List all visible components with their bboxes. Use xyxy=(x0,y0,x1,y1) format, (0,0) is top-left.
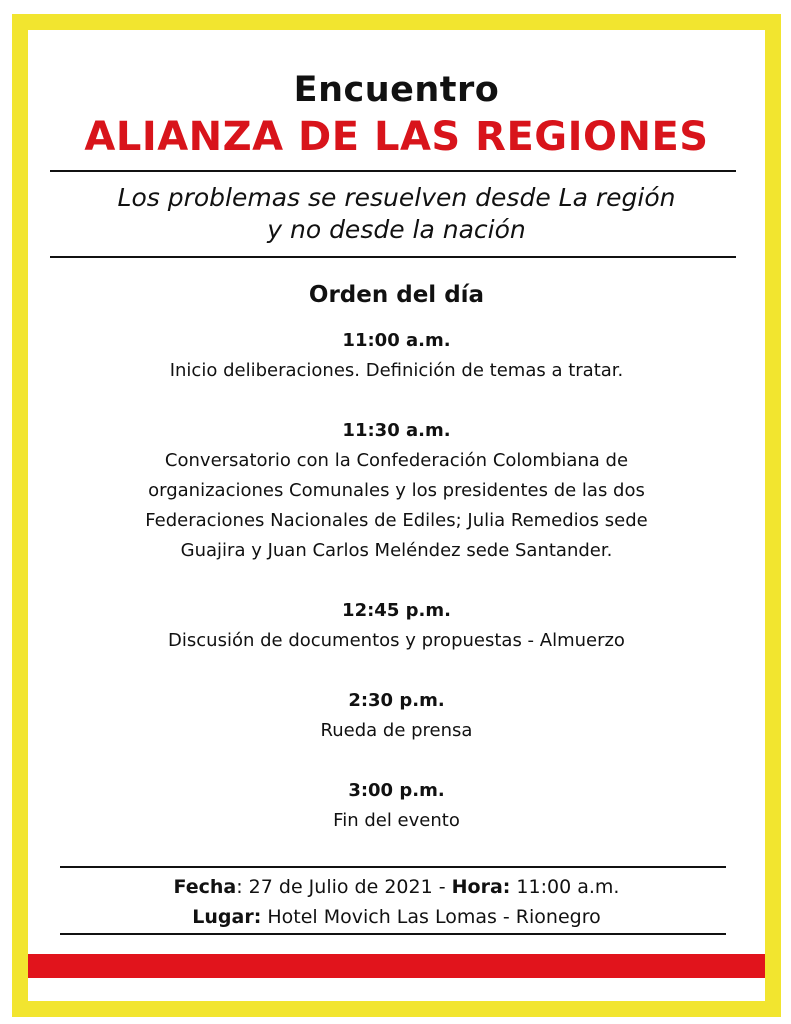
agenda-time: 3:00 p.m. xyxy=(348,780,445,801)
agenda-description xyxy=(38,806,755,836)
agenda-item xyxy=(38,596,755,656)
poster-content xyxy=(28,30,765,1001)
agenda-line: Rueda de prensa xyxy=(320,720,473,741)
agenda-line: Guajira y Juan Carlos Meléndez sede Santander. xyxy=(180,540,613,561)
agenda-description xyxy=(38,356,755,386)
divider-slogan xyxy=(50,256,736,258)
agenda-time: 11:30 a.m. xyxy=(342,420,451,441)
poster-frame xyxy=(12,14,781,1017)
slogan-line-1: Los problemas se resuelven desde La región xyxy=(117,183,676,212)
agenda-description xyxy=(38,446,755,566)
title-top: Encuentro xyxy=(293,70,500,110)
agenda-line: Conversatorio con la Confederación Colombiana de xyxy=(164,450,629,471)
agenda-list xyxy=(38,326,755,866)
slogan-line-2: y no desde la nación xyxy=(267,215,526,244)
agenda-line: Fin del evento xyxy=(333,810,460,831)
title-main: ALIANZA DE LAS REGIONES xyxy=(84,114,709,160)
date-label: Fecha xyxy=(173,876,237,898)
date-value: : 27 de Julio de 2021 - xyxy=(236,876,452,898)
divider-top xyxy=(50,170,736,172)
venue-value: Hotel Movich Las Lomas - Rionegro xyxy=(261,906,601,928)
red-band xyxy=(28,954,765,978)
agenda-item xyxy=(38,776,755,836)
agenda-description xyxy=(38,626,755,656)
divider-footer-bottom xyxy=(60,933,726,935)
agenda-description xyxy=(38,716,755,746)
agenda-time: 12:45 p.m. xyxy=(342,600,451,621)
date-time-line xyxy=(28,872,765,902)
time-value: 11:00 a.m. xyxy=(510,876,620,898)
time-label: Hora: xyxy=(451,876,511,898)
venue-line xyxy=(28,902,765,932)
agenda-line: organizaciones Comunales y los presidentes de las dos xyxy=(148,480,645,501)
divider-footer-top xyxy=(60,866,726,868)
slogan xyxy=(28,182,765,246)
agenda-item xyxy=(38,416,755,566)
agenda-heading: Orden del día xyxy=(308,282,485,308)
venue-label: Lugar: xyxy=(192,906,262,928)
agenda-time: 2:30 p.m. xyxy=(348,690,445,711)
agenda-line: Federaciones Nacionales de Ediles; Julia Remedios sede xyxy=(145,510,648,531)
agenda-item xyxy=(38,326,755,386)
agenda-line: Discusión de documentos y propuestas - Almuerzo xyxy=(168,630,625,651)
agenda-item xyxy=(38,686,755,746)
event-details xyxy=(28,872,765,932)
agenda-line: Inicio deliberaciones. Definición de temas a tratar. xyxy=(169,360,624,381)
agenda-time: 11:00 a.m. xyxy=(342,330,451,351)
